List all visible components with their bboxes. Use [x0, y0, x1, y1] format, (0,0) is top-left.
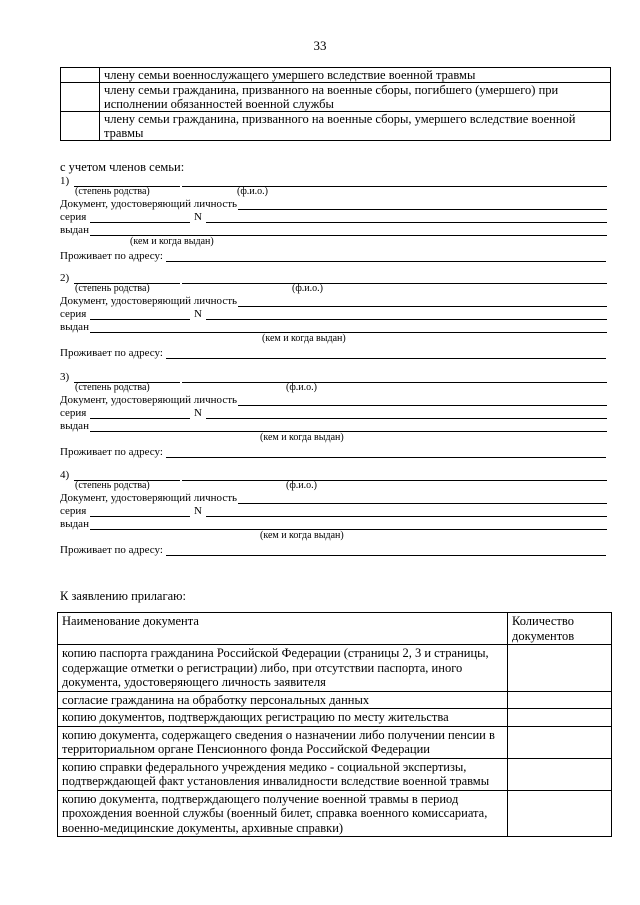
checkbox-cell[interactable]: [61, 83, 100, 112]
document-label: Документ, удостоверяющий личность: [60, 394, 238, 406]
option-text: члену семьи военнослужащего умершего вследствие военной травмы: [100, 68, 611, 83]
page-number: 33: [313, 38, 327, 53]
document-label: Документ, удостоверяющий личность: [60, 295, 238, 307]
document-name: копию справки федерального учреждения медико - социальной экспертизы, подтверждающей факт установления инвалидности вследствие военной травмы: [58, 758, 508, 790]
document-count-input[interactable]: [508, 790, 612, 837]
issued-label: выдан: [60, 420, 89, 432]
document-field[interactable]: [238, 209, 607, 210]
number-label: N: [194, 407, 202, 419]
fio-caption: (ф.и.о.): [292, 283, 323, 294]
number-field[interactable]: [206, 516, 607, 517]
documents-table: [57, 612, 612, 837]
document-name: копию документа, подтверждающего получение военной травмы в период прохождения военной службы (военный билет, справка военного комиссариата, военно-медицинские документы, архивные справки): [58, 790, 508, 837]
table-row: [61, 68, 611, 83]
number-field[interactable]: [206, 418, 607, 419]
issued-by-caption: (кем и когда выдан): [260, 530, 344, 541]
document-name: копию документов, подтверждающих регистрацию по месту жительства: [58, 709, 508, 727]
series-label: серия: [60, 407, 87, 419]
address-label: Проживает по адресу:: [60, 544, 163, 556]
table-row: [58, 645, 612, 692]
document-field[interactable]: [238, 503, 607, 504]
address-field[interactable]: [166, 358, 606, 359]
series-label: серия: [60, 505, 87, 517]
fio-caption: (ф.и.о.): [286, 382, 317, 393]
document-field[interactable]: [238, 306, 607, 307]
family-heading: с учетом членов семьи:: [60, 160, 185, 174]
document-label: Документ, удостоверяющий личность: [60, 492, 238, 504]
address-label: Проживает по адресу:: [60, 347, 163, 359]
table-row: [61, 112, 611, 141]
issued-by-caption: (кем и когда выдан): [130, 236, 214, 247]
attach-heading: К заявлению прилагаю:: [60, 589, 186, 603]
kinship-caption: (степень родства): [75, 283, 150, 294]
table-row: [58, 790, 612, 837]
option-text: члену семьи гражданина, призванного на военные сборы, погибшего (умершего) при исполнении обязанностей военной службы: [100, 83, 611, 112]
fio-field[interactable]: [182, 480, 607, 481]
fio-field[interactable]: [182, 382, 607, 383]
header-name: Наименование документа: [58, 613, 508, 645]
fio-field[interactable]: [182, 283, 607, 284]
series-field[interactable]: [90, 516, 190, 517]
kinship-caption: (степень родства): [75, 186, 150, 197]
number-field[interactable]: [206, 319, 607, 320]
option-text: члену семьи гражданина, призванного на военные сборы, умершего вследствие военной травмы: [100, 112, 611, 141]
document-count-input[interactable]: [508, 709, 612, 727]
document-name: копию документа, содержащего сведения о назначении либо получении пенсии в территориальном органе Пенсионного фонда Российской Федерации: [58, 726, 508, 758]
table-row: [61, 83, 611, 112]
table-row: [58, 709, 612, 727]
document-count-input[interactable]: [508, 758, 612, 790]
document-count-input[interactable]: [508, 691, 612, 709]
issued-field[interactable]: [90, 529, 607, 530]
address-label: Проживает по адресу:: [60, 446, 163, 458]
member-number: 3): [60, 371, 70, 383]
series-field[interactable]: [90, 319, 190, 320]
kinship-caption: (степень родства): [75, 480, 150, 491]
issued-label: выдан: [60, 321, 89, 333]
address-field[interactable]: [166, 457, 606, 458]
document-count-input[interactable]: [508, 726, 612, 758]
number-label: N: [194, 505, 202, 517]
checkbox-cell[interactable]: [61, 112, 100, 141]
issued-field[interactable]: [90, 431, 607, 432]
options-table: [60, 67, 611, 141]
address-field[interactable]: [166, 261, 606, 262]
document-name: копию паспорта гражданина Российской Федерации (страницы 2, 3 и страницы, содержащие отметки о регистрации) либо, при отсутствии паспорта, иного документа, удостоверяющего личность заявителя: [58, 645, 508, 692]
member-number: 1): [60, 175, 70, 187]
document-count-input[interactable]: [508, 645, 612, 692]
kinship-caption: (степень родства): [75, 382, 150, 393]
issued-label: выдан: [60, 224, 89, 236]
address-field[interactable]: [166, 555, 606, 556]
number-label: N: [194, 211, 202, 223]
table-row: [58, 691, 612, 709]
number-field[interactable]: [206, 222, 607, 223]
table-row: [58, 758, 612, 790]
issued-label: выдан: [60, 518, 89, 530]
checkbox-cell[interactable]: [61, 68, 100, 83]
table-row: [58, 726, 612, 758]
fio-caption: (ф.и.о.): [286, 480, 317, 491]
document-label: Документ, удостоверяющий личность: [60, 198, 238, 210]
number-label: N: [194, 308, 202, 320]
header-count: Количество документов: [508, 613, 612, 645]
fio-caption: (ф.и.о.): [237, 186, 268, 197]
series-field[interactable]: [90, 222, 190, 223]
member-number: 4): [60, 469, 70, 481]
series-field[interactable]: [90, 418, 190, 419]
issued-by-caption: (кем и когда выдан): [260, 432, 344, 443]
issued-field[interactable]: [90, 332, 607, 333]
table-header-row: [58, 613, 612, 645]
member-number: 2): [60, 272, 70, 284]
document-field[interactable]: [238, 405, 607, 406]
document-name: согласие гражданина на обработку персональных данных: [58, 691, 508, 709]
address-label: Проживает по адресу:: [60, 250, 163, 262]
series-label: серия: [60, 308, 87, 320]
series-label: серия: [60, 211, 87, 223]
issued-by-caption: (кем и когда выдан): [262, 333, 346, 344]
